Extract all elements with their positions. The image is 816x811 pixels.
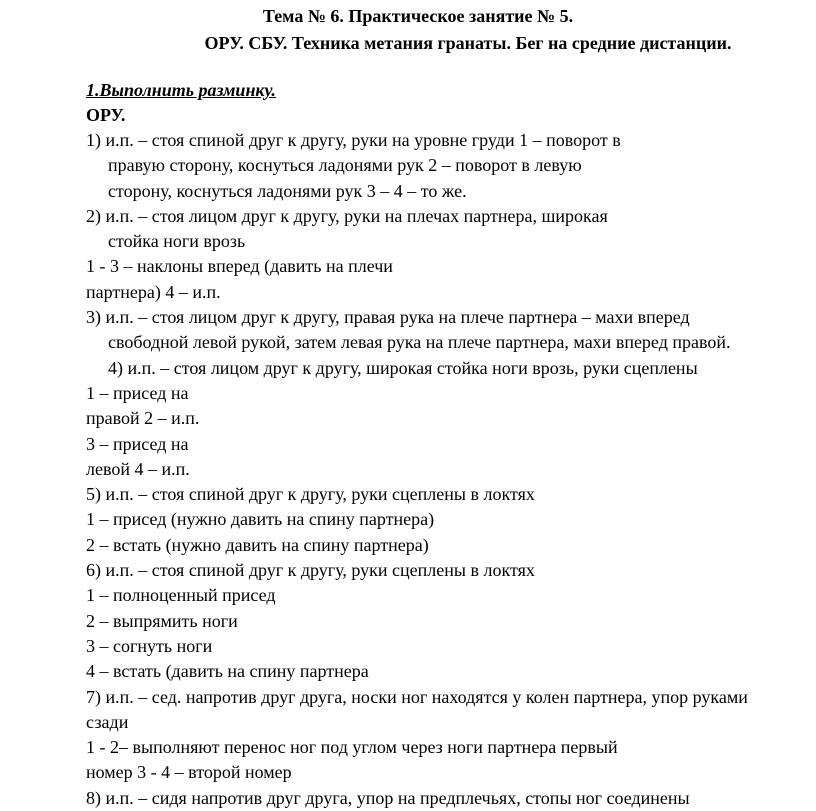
text-line: 3 – присед на: [86, 433, 189, 454]
text-line: свободной левой рукой, затем левая рука на плече партнера, махи вперед правой.: [108, 332, 731, 353]
text-line: партнера) 4 – и.п.: [86, 281, 221, 302]
text-line: 2) и.п. – стоя лицом друг к другу, руки на плечах партнера, широкая: [86, 205, 608, 226]
text-line: 7) и.п. – сед. напротив друг друга, носки ног находятся у колен партнера, упор руками: [86, 686, 748, 707]
text-line: 4 – встать (давить на спину партнера: [86, 661, 369, 682]
text-line: 1 – присед на: [86, 382, 189, 403]
text-line: номер 3 - 4 – второй номер: [86, 762, 292, 783]
text-line: 2 – встать (нужно давить на спину партнера): [86, 534, 429, 555]
text-line: 3 – согнуть ноги: [86, 635, 213, 656]
exercise-list: [86, 128, 806, 811]
text-line: сзади: [86, 711, 129, 732]
text-line: левой 4 – и.п.: [86, 458, 190, 479]
text-line: 1) и.п. – стоя спиной друг к другу, руки на уровне груди 1 – поворот в: [86, 130, 621, 150]
document-title: Тема № 6. Практическое занятие № 5.: [262, 6, 574, 26]
text-line: 8) и.п. – сидя напротив друг друга, упор на предплечьях, стопы ног соединены: [86, 787, 690, 808]
document-subtitle: ОРУ. СБУ. Техника метания гранаты. Бег на средние дистанции.: [204, 33, 732, 53]
text-line: 1 - 3 – наклоны вперед (давить на плечи: [86, 256, 393, 277]
text-line: 4) и.п. – стоя лицом друг к другу, широкая стойка ноги врозь, руки сцеплены: [108, 357, 698, 378]
text-line: 5) и.п. – стоя спиной друг к другу, руки сцеплены в локтях: [86, 484, 535, 505]
text-line: правой 2 – и.п.: [86, 408, 200, 429]
text-line: 1 - 2– выполняют перенос ног под углом через ноги партнера первый: [86, 737, 618, 758]
text-line: 3) и.п. – стоя лицом друг к другу, правая рука на плече партнера – махи вперед: [86, 307, 690, 328]
text-line: стойка ноги врозь: [108, 231, 246, 252]
text-line: 6) и.п. – стоя спиной друг к другу, руки сцеплены в локтях: [86, 560, 535, 581]
section-heading: 1.Выполнить разминку.: [86, 80, 276, 100]
text-line: сторону, коснуться ладонями рук 3 – 4 – то же.: [108, 180, 467, 201]
text-line: 1 – присед (нужно давить на спину партнера): [86, 509, 435, 530]
section-subheading: ОРУ.: [86, 105, 126, 125]
text-line: 1 – полноценный присед: [86, 585, 276, 606]
text-line: правую сторону, коснуться ладонями рук 2 – поворот в левую: [108, 155, 582, 176]
text-line: 2 – выпрямить ноги: [86, 610, 238, 631]
